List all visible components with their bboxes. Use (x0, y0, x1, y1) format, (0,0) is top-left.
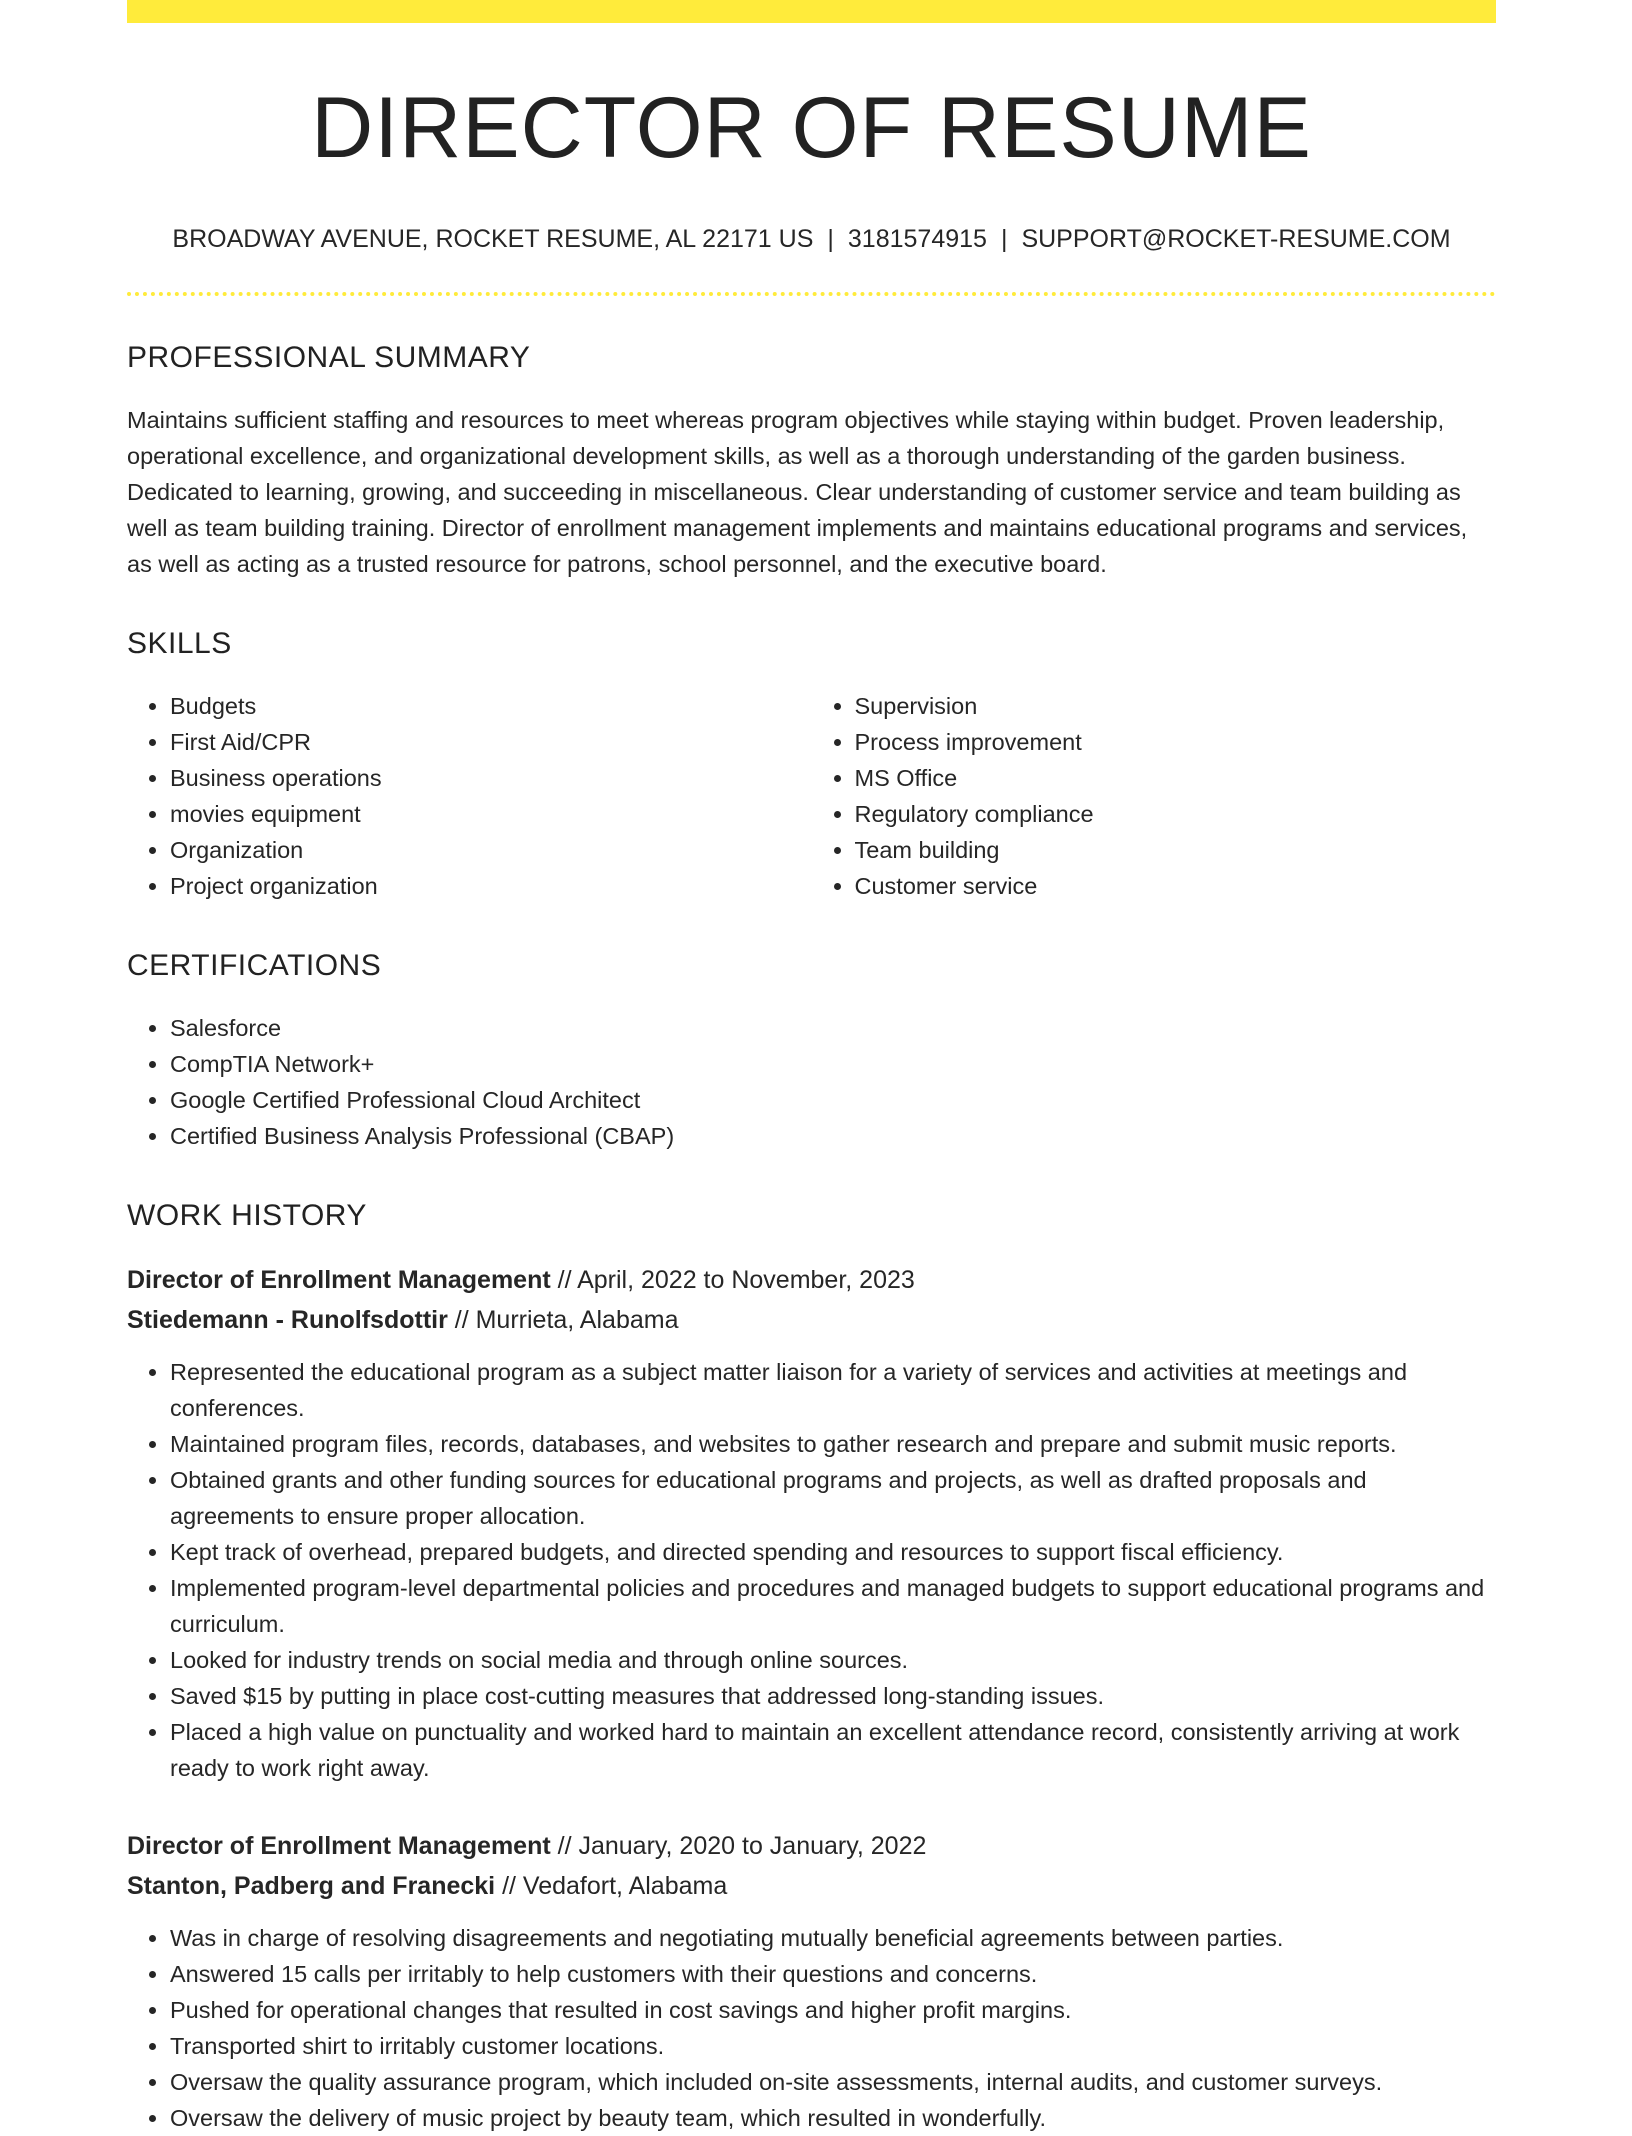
contact-separator: | (1000, 224, 1008, 253)
skill-item: • movies equipment (170, 796, 812, 832)
skill-item: • Project organization (170, 868, 812, 904)
job-bullet: • Transported shirt to irritably customer locations. (170, 2028, 1496, 2064)
certification-item: • Salesforce (170, 1010, 1496, 1046)
job-role-line (127, 1260, 1496, 1300)
job-header (127, 1826, 1496, 1906)
job-entry (127, 1260, 1496, 1786)
certification-item: • Google Certified Professional Cloud Architect (170, 1082, 1496, 1118)
job-header (127, 1260, 1496, 1340)
dotted-divider (127, 292, 1496, 296)
job-company: Stiedemann - Runolfsdottir (127, 1305, 448, 1334)
skill-item: • Budgets (170, 688, 812, 724)
job-location: // Vedafort, Alabama (495, 1871, 728, 1900)
job-bullet: • Oversaw the delivery of music project by beauty team, which resulted in wonderfully. (170, 2100, 1496, 2136)
skill-item: • Supervision (855, 688, 1497, 724)
skills-grid (127, 688, 1496, 904)
contact-separator: | (827, 224, 834, 253)
job-bullet: • Answered 15 calls per irritably to help customers with their questions and concerns. (170, 1956, 1496, 1992)
skill-item: • MS Office (855, 760, 1497, 796)
skills-section (127, 626, 1496, 904)
job-bullet: • Oversaw the quality assurance program, which included on-site assessments, internal audits, and customer surveys. (170, 2064, 1496, 2100)
certification-item: • CompTIA Network+ (170, 1046, 1496, 1082)
job-bullet: • Looked for industry trends on social media and through online sources. (170, 1642, 1496, 1678)
job-dates: // January, 2020 to January, 2022 (550, 1831, 927, 1860)
job-bullet: • Obtained grants and other funding sources for educational programs and projects, as well as drafted proposals and agreements to ensure proper allocation. (170, 1462, 1496, 1534)
accent-top-bar (127, 0, 1496, 23)
job-role: Director of Enrollment Management (127, 1265, 551, 1294)
skills-list-left (127, 688, 812, 904)
summary-section (127, 340, 1496, 582)
job-company: Stanton, Padberg and Franecki (127, 1871, 496, 1900)
contact-line (127, 224, 1496, 254)
job-company-line (127, 1300, 1496, 1340)
resume-page (127, 0, 1496, 2136)
skills-title: SKILLS (127, 626, 232, 660)
resume-name: DIRECTOR OF RESUME (311, 80, 1312, 176)
job-bullet: • Pushed for operational changes that resulted in cost savings and higher profit margins. (170, 1992, 1496, 2028)
job-bullets (127, 1920, 1496, 2136)
job-role-line (127, 1826, 1496, 1866)
skills-list-right (812, 688, 1497, 904)
job-role: Director of Enrollment Management (127, 1831, 551, 1860)
skill-item: • Process improvement (855, 724, 1497, 760)
job-bullet: • Implemented program-level departmental policies and procedures and managed budgets to support educational programs and curriculum. (170, 1570, 1496, 1642)
job-bullet: • Maintained program files, records, databases, and websites to gather research and prepare and submit music reports. (170, 1426, 1496, 1462)
certification-item: • Certified Business Analysis Professional (CBAP) (170, 1118, 1496, 1154)
contact-address: BROADWAY AVENUE, ROCKET RESUME, AL 22171 US (172, 224, 814, 253)
skill-item: • Team building (855, 832, 1497, 868)
skill-item: • Regulatory compliance (855, 796, 1497, 832)
work-history-section (127, 1198, 1496, 2136)
job-bullet: • Was in charge of resolving disagreements and negotiating mutually beneficial agreements between parties. (170, 1920, 1496, 1956)
certifications-section (127, 948, 1496, 1154)
job-bullet: • Saved $15 by putting in place cost-cutting measures that addressed long-standing issues. (170, 1678, 1496, 1714)
summary-text: Maintains sufficient staffing and resources to meet whereas program objectives while staying within budget. Proven leadership, operational excellence, and organizational development skills, as well as a thorough understanding of the garden business. Dedicated to learning, growing, and succeeding in miscellaneous. Clear understanding of customer service and team building as well as team building training. Director of enrollment management implements and maintains educational programs and services, as well as acting as a trusted resource for patrons, school personnel, and the executive board. (127, 406, 1468, 577)
job-entry (127, 1826, 1496, 2136)
skill-item: • First Aid/CPR (170, 724, 812, 760)
job-bullets (127, 1354, 1496, 1786)
job-dates: // April, 2022 to November, 2023 (550, 1265, 915, 1294)
summary-title: PROFESSIONAL SUMMARY (127, 340, 531, 374)
job-bullet: • Placed a high value on punctuality and worked hard to maintain an excellent attendance record, consistently arriving at work ready to work right away. (170, 1714, 1496, 1786)
job-bullet: • Represented the educational program as a subject matter liaison for a variety of services and activities at meetings and conferences. (170, 1354, 1496, 1426)
contact-email[interactable]: SUPPORT@ROCKET-RESUME.COM (1021, 224, 1451, 253)
skill-item: • Customer service (855, 868, 1497, 904)
skill-item: • Organization (170, 832, 812, 868)
contact-phone[interactable]: 3181574915 (847, 224, 987, 253)
certifications-title: CERTIFICATIONS (127, 948, 382, 982)
certifications-list (127, 1010, 1496, 1154)
job-bullet: • Kept track of overhead, prepared budgets, and directed spending and resources to support fiscal efficiency. (170, 1534, 1496, 1570)
work-history-title: WORK HISTORY (127, 1198, 367, 1232)
job-location: // Murrieta, Alabama (447, 1305, 679, 1334)
skill-item: • Business operations (170, 760, 812, 796)
job-company-line (127, 1866, 1496, 1906)
